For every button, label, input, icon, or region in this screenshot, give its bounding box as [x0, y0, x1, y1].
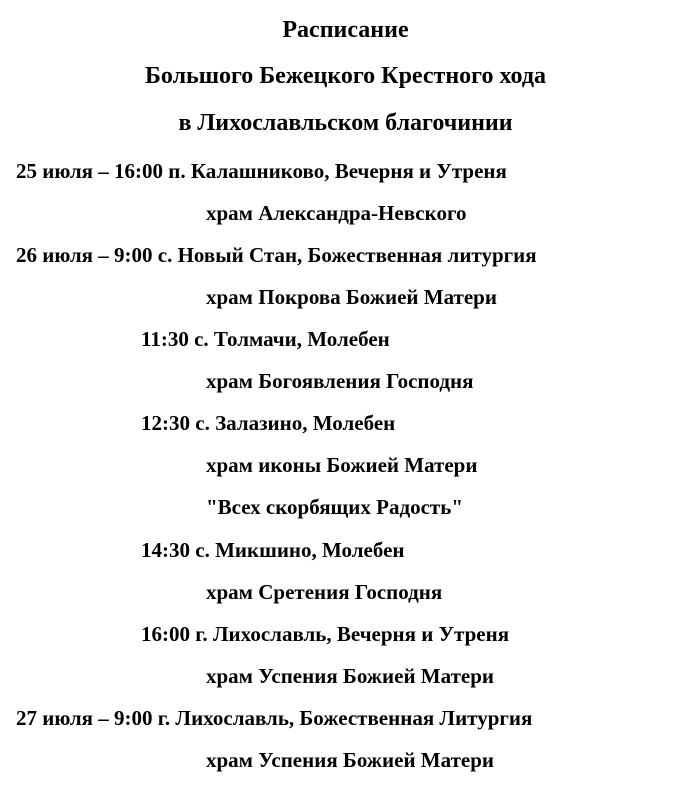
schedule-line-2: храм Александра-Невского [206, 201, 467, 225]
schedule-line-3: 26 июля – 9:00 с. Новый Стан, Божественная литургия [16, 243, 537, 267]
schedule-line-4: храм Покрова Божией Матери [206, 285, 497, 309]
schedule-line-10: 14:30 с. Микшино, Молебен [141, 538, 405, 562]
schedule-line-14: 27 июля – 9:00 г. Лихославль, Божественная Литургия [16, 706, 533, 730]
schedule-line-8: храм иконы Божией Матери [206, 453, 478, 477]
schedule-line-1: 25 июля – 16:00 п. Калашниково, Вечерня и Утреня [16, 159, 507, 183]
schedule-line-6: храм Богоявления Господня [206, 369, 474, 393]
title-line-3: в Лихославльском благочинии [178, 110, 513, 136]
schedule-line-13: храм Успения Божией Матери [206, 664, 494, 688]
schedule-line-12: 16:00 г. Лихославль, Вечерня и Утреня [141, 622, 510, 646]
schedule-line-5: 11:30 с. Толмачи, Молебен [141, 327, 390, 351]
title-line-2: Большого Бежецкого Крестного хода [145, 63, 546, 89]
schedule-line-11: храм Сретения Господня [206, 580, 443, 604]
schedule-line-15: храм Успения Божией Матери [206, 748, 494, 772]
title-line-1: Расписание [282, 17, 409, 43]
schedule-line-9: "Всех скорбящих Радость" [206, 495, 463, 519]
schedule-line-7: 12:30 с. Залазино, Молебен [141, 411, 396, 435]
